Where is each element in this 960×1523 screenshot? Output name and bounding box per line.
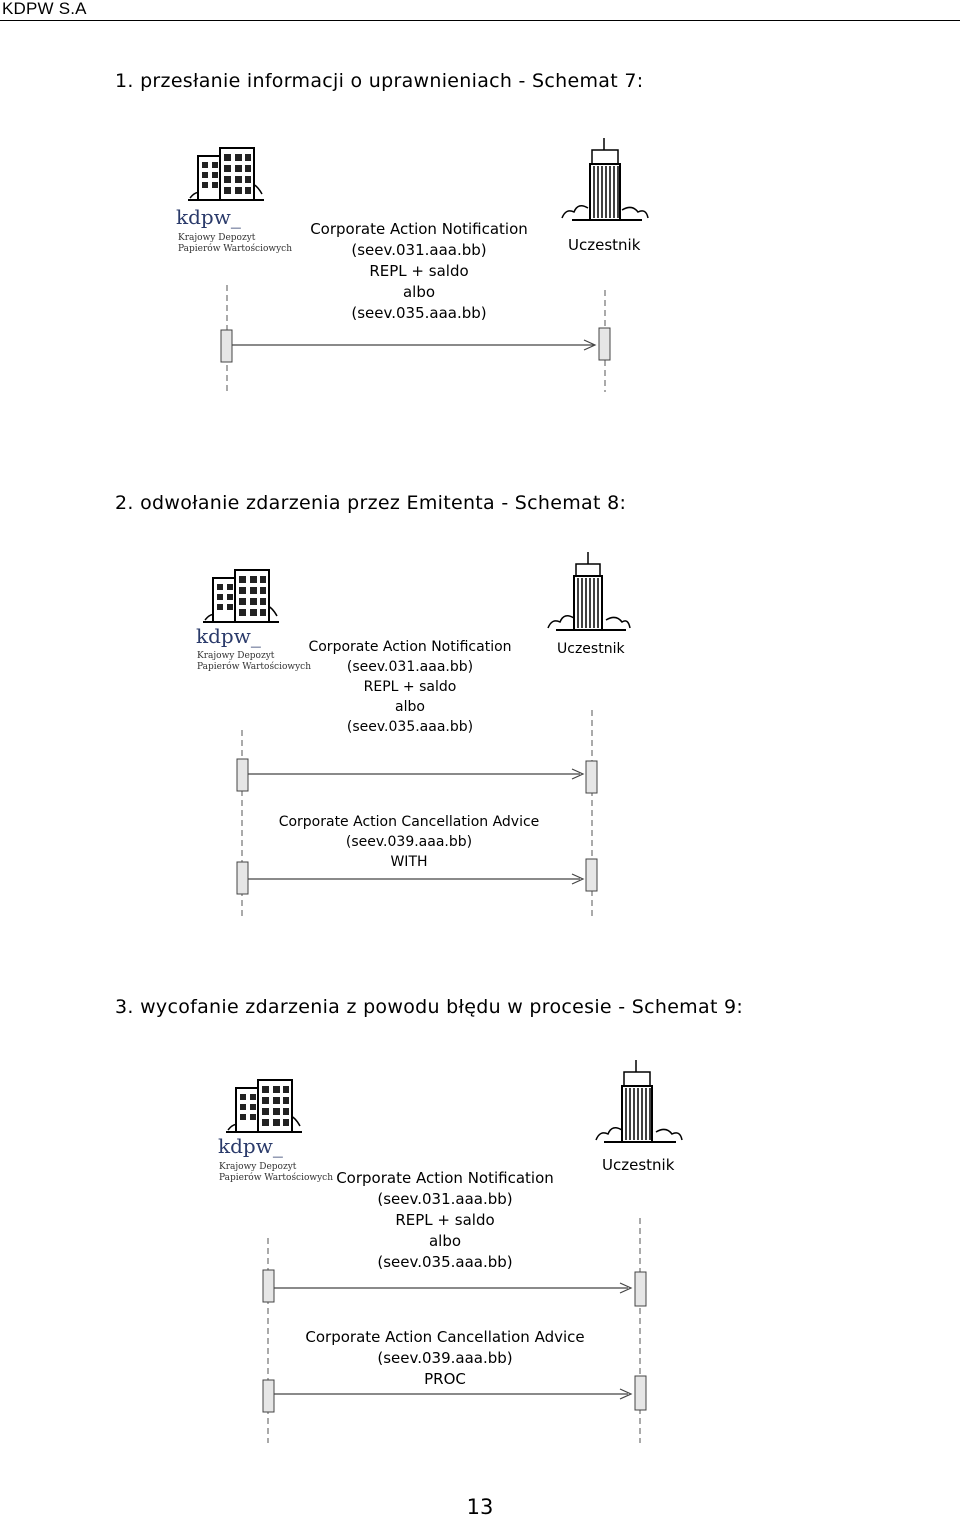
message-label — [300, 637, 520, 737]
activation-box — [586, 859, 597, 891]
message-line: Corporate Action Notification — [310, 220, 528, 238]
message-label — [270, 812, 548, 872]
message-line: REPL + saldo — [363, 679, 457, 695]
message-label — [330, 1168, 560, 1273]
kdpw-building-icon — [203, 570, 279, 622]
message-label — [300, 219, 538, 324]
message-line: (seev.039.aaa.bb) — [377, 1349, 513, 1367]
kdpw-logo-line2: Papierów Wartościowych — [197, 662, 312, 672]
participant-label: Uczestnik — [557, 641, 625, 657]
section-title-1: 1. przesłanie informacji o uprawnieniach - Schemat 7: — [115, 70, 644, 92]
sequence-diagram-3 — [0, 1058, 960, 1448]
kdpw-logo-word: kdpw_ — [218, 1134, 283, 1158]
kdpw-logo-line1: Krajowy Depozyt — [219, 1162, 297, 1172]
participant-label: Uczestnik — [568, 236, 641, 254]
participant-label: Uczestnik — [602, 1156, 675, 1174]
message-line: (seev.039.aaa.bb) — [345, 834, 473, 850]
message-line: (seev.035.aaa.bb) — [351, 304, 487, 322]
header-company: KDPW S.A — [2, 0, 87, 18]
message-line: albo — [402, 283, 436, 301]
participant-building-icon — [548, 552, 630, 630]
participant-building-icon — [562, 138, 648, 220]
activation-box — [221, 330, 232, 362]
message-line: (seev.031.aaa.bb) — [377, 1190, 513, 1208]
activation-box — [599, 328, 610, 360]
message-line: Corporate Action Notification — [308, 639, 512, 655]
section-title-2: 2. odwołanie zdarzenia przez Emitenta - Schemat 8: — [115, 492, 627, 514]
message-line: Corporate Action Cancellation Advice — [305, 1328, 585, 1346]
message-line: albo — [395, 699, 425, 715]
activation-box — [237, 862, 248, 894]
message-line: REPL + saldo — [395, 1211, 495, 1229]
message-line: WITH — [390, 854, 428, 870]
kdpw-logo-line1: Krajowy Depozyt — [178, 233, 256, 243]
activation-box — [237, 759, 248, 791]
message-label — [296, 1327, 594, 1390]
page-number: 13 — [466, 1495, 494, 1519]
message-line: PROC — [424, 1370, 466, 1388]
participant-building-icon — [596, 1060, 682, 1142]
kdpw-logo-word: kdpw_ — [176, 205, 241, 229]
message-line: (seev.035.aaa.bb) — [377, 1253, 513, 1271]
kdpw-logo-line1: Krajowy Depozyt — [197, 651, 275, 661]
activation-box — [263, 1270, 274, 1302]
sequence-diagram-1 — [0, 130, 960, 400]
activation-box — [635, 1376, 646, 1410]
sequence-diagram-2 — [0, 550, 960, 925]
activation-box — [635, 1272, 646, 1306]
message-line: (seev.031.aaa.bb) — [351, 241, 487, 259]
page-header — [0, 0, 960, 21]
kdpw-logo-line2: Papierów Wartościowych — [219, 1173, 334, 1183]
message-line: (seev.031.aaa.bb) — [346, 659, 474, 675]
section-title-3: 3. wycofanie zdarzenia z powodu błędu w procesie - Schemat 9: — [115, 996, 744, 1018]
activation-box — [263, 1380, 274, 1412]
message-line: REPL + saldo — [369, 262, 469, 280]
message-line: albo — [428, 1232, 462, 1250]
message-line: Corporate Action Cancellation Advice — [278, 814, 540, 830]
kdpw-logo-line2: Papierów Wartościowych — [178, 244, 293, 254]
message-line: Corporate Action Notification — [336, 1169, 554, 1187]
message-line: (seev.035.aaa.bb) — [346, 719, 474, 735]
kdpw-logo-word: kdpw_ — [196, 624, 261, 648]
activation-box — [586, 761, 597, 793]
kdpw-building-icon — [188, 148, 264, 200]
kdpw-building-icon — [226, 1080, 302, 1132]
